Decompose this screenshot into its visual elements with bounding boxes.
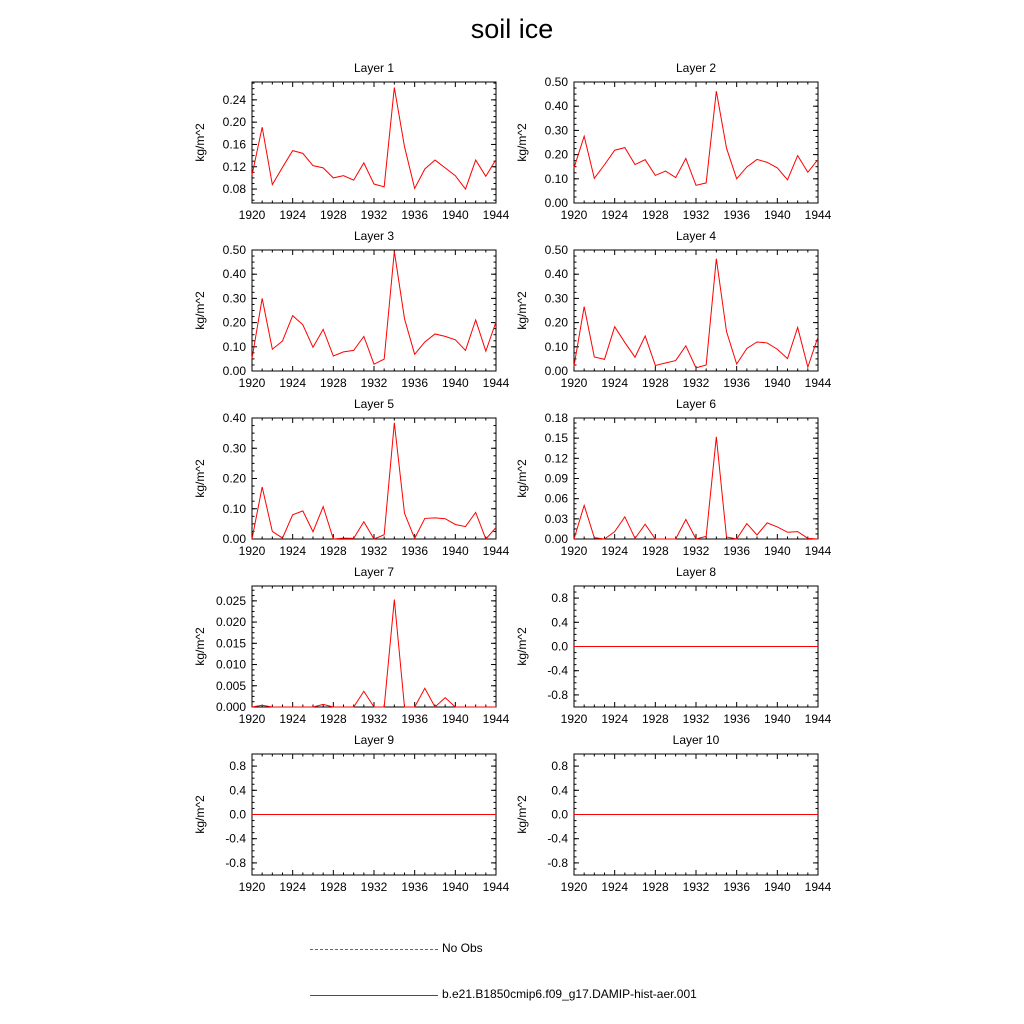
y-tick-label: 0.30 (222, 441, 246, 456)
y-tick-label: 0.4 (551, 783, 568, 798)
y-tick-label: 0.4 (551, 615, 568, 630)
x-tick-label: 1932 (682, 880, 710, 894)
x-tick-label: 1932 (360, 376, 388, 390)
legend-model (310, 986, 730, 1006)
y-tick-label: 0.005 (215, 678, 246, 693)
y-tick-label: 0.10 (544, 339, 568, 354)
y-axis-label: kg/m^2 (515, 459, 529, 498)
panel-title: Layer 3 (353, 229, 395, 243)
y-tick-label: 0.40 (544, 267, 568, 282)
x-tick-label: 1924 (279, 712, 307, 726)
series-line (252, 251, 496, 364)
series-line (574, 437, 818, 539)
x-tick-label: 1920 (238, 712, 266, 726)
panel-title: Layer 4 (675, 229, 717, 243)
panel-4 (515, 229, 832, 390)
legend-obs (310, 940, 730, 960)
x-tick-label: 1936 (401, 544, 429, 558)
x-tick-label: 1924 (279, 880, 307, 894)
x-tick-label: 1936 (401, 880, 429, 894)
y-tick-label: 0.08 (222, 182, 246, 197)
plot-frame (252, 418, 496, 539)
y-tick-label: 0.8 (229, 759, 246, 774)
y-tick-label: 0.000 (215, 700, 246, 714)
y-tick-label: 0.20 (544, 147, 568, 162)
x-tick-label: 1928 (319, 544, 347, 558)
y-tick-label: 0.12 (544, 451, 568, 466)
panel-title: Layer 1 (353, 61, 395, 75)
y-tick-label: 0.010 (215, 657, 246, 672)
y-tick-label: -0.4 (225, 831, 246, 846)
x-tick-label: 1928 (319, 712, 347, 726)
x-tick-label: 1924 (601, 880, 629, 894)
x-tick-label: 1940 (441, 376, 469, 390)
panel-title: Layer 10 (672, 733, 720, 747)
y-tick-label: 0.40 (222, 267, 246, 282)
x-tick-label: 1928 (641, 208, 669, 222)
x-tick-label: 1928 (319, 208, 347, 222)
panel-title: Layer 8 (675, 565, 717, 579)
y-tick-label: 0.0 (551, 807, 568, 822)
x-tick-label: 1940 (441, 544, 469, 558)
plot-frame (252, 250, 496, 371)
y-tick-label: 0.40 (544, 99, 568, 114)
x-tick-label: 1920 (238, 880, 266, 894)
y-tick-label: 0.0 (551, 639, 568, 654)
panel-title: Layer 7 (353, 565, 395, 579)
x-tick-label: 1932 (682, 544, 710, 558)
y-tick-label: 0.015 (215, 636, 246, 651)
x-tick-label: 1936 (401, 376, 429, 390)
x-tick-label: 1944 (804, 208, 832, 222)
panel-1 (193, 61, 510, 222)
panel-7 (193, 565, 510, 726)
x-tick-label: 1932 (360, 544, 388, 558)
y-tick-label: 0.00 (544, 364, 568, 378)
y-axis-label: kg/m^2 (193, 795, 207, 834)
y-tick-label: 0.30 (544, 291, 568, 306)
y-tick-label: 0.16 (222, 137, 246, 152)
y-tick-label: 0.0 (229, 807, 246, 822)
x-tick-label: 1940 (763, 712, 791, 726)
plot-frame (252, 586, 496, 707)
series-line (252, 423, 496, 539)
x-tick-label: 1924 (279, 376, 307, 390)
x-tick-label: 1944 (804, 376, 832, 390)
x-tick-label: 1936 (401, 712, 429, 726)
y-axis-label: kg/m^2 (193, 459, 207, 498)
x-tick-label: 1944 (482, 544, 510, 558)
y-tick-label: 0.18 (544, 411, 568, 425)
x-tick-label: 1936 (723, 376, 751, 390)
plot-frame (574, 418, 818, 539)
x-tick-label: 1932 (360, 712, 388, 726)
x-tick-label: 1940 (763, 208, 791, 222)
y-axis-label: kg/m^2 (515, 795, 529, 834)
y-tick-label: 0.20 (222, 315, 246, 330)
y-tick-label: -0.8 (547, 855, 568, 870)
x-tick-label: 1924 (601, 208, 629, 222)
panel-2 (515, 61, 832, 222)
y-tick-label: 0.20 (222, 115, 246, 130)
y-tick-label: 0.09 (544, 471, 568, 486)
x-tick-label: 1932 (682, 208, 710, 222)
x-tick-label: 1928 (641, 712, 669, 726)
x-tick-label: 1928 (641, 880, 669, 894)
x-tick-label: 1940 (763, 880, 791, 894)
y-axis-label: kg/m^2 (515, 627, 529, 666)
y-tick-label: -0.8 (547, 687, 568, 702)
y-tick-label: 0.50 (222, 243, 246, 257)
x-tick-label: 1936 (723, 208, 751, 222)
x-tick-label: 1936 (723, 544, 751, 558)
y-tick-label: 0.06 (544, 491, 568, 506)
y-axis-label: kg/m^2 (193, 291, 207, 330)
x-tick-label: 1920 (560, 544, 588, 558)
panel-3 (193, 229, 510, 390)
y-tick-label: 0.40 (222, 411, 246, 425)
x-tick-label: 1920 (238, 376, 266, 390)
y-tick-label: -0.4 (547, 831, 568, 846)
y-tick-label: 0.10 (222, 501, 246, 516)
y-tick-label: 0.30 (222, 291, 246, 306)
x-tick-label: 1944 (482, 208, 510, 222)
legend-obs-swatch (310, 949, 438, 950)
x-tick-label: 1924 (601, 712, 629, 726)
y-tick-label: 0.00 (222, 532, 246, 546)
x-tick-label: 1920 (560, 880, 588, 894)
x-tick-label: 1940 (441, 208, 469, 222)
x-tick-label: 1928 (319, 880, 347, 894)
legend-model-swatch (310, 995, 438, 996)
x-tick-label: 1932 (682, 712, 710, 726)
y-tick-label: 0.30 (544, 123, 568, 138)
x-tick-label: 1940 (441, 712, 469, 726)
x-tick-label: 1936 (723, 880, 751, 894)
panel-6 (515, 397, 832, 558)
x-tick-label: 1920 (238, 208, 266, 222)
y-tick-label: -0.8 (225, 855, 246, 870)
x-tick-label: 1932 (360, 880, 388, 894)
panel-9 (193, 733, 510, 894)
x-tick-label: 1924 (279, 208, 307, 222)
panel-5 (193, 397, 510, 558)
x-tick-label: 1932 (682, 376, 710, 390)
x-tick-label: 1944 (804, 880, 832, 894)
x-tick-label: 1944 (482, 376, 510, 390)
y-tick-label: 0.20 (544, 315, 568, 330)
x-tick-label: 1920 (238, 544, 266, 558)
y-tick-label: 0.20 (222, 471, 246, 486)
y-tick-label: 0.50 (544, 243, 568, 257)
panel-title: Layer 6 (675, 397, 717, 411)
series-line (252, 600, 496, 707)
x-tick-label: 1920 (560, 376, 588, 390)
legend-model-label: b.e21.B1850cmip6.f09_g17.DAMIP-hist-aer.001 (442, 987, 697, 1001)
y-tick-label: 0.50 (544, 75, 568, 89)
y-tick-label: 0.12 (222, 159, 246, 174)
y-tick-label: 0.03 (544, 511, 568, 526)
panel-8 (515, 565, 832, 726)
y-tick-label: 0.8 (551, 591, 568, 606)
y-tick-label: 0.020 (215, 615, 246, 630)
legend-obs-label: No Obs (442, 941, 483, 955)
y-axis-label: kg/m^2 (193, 123, 207, 162)
x-tick-label: 1944 (804, 544, 832, 558)
x-tick-label: 1920 (560, 712, 588, 726)
y-tick-label: 0.00 (544, 196, 568, 210)
y-tick-label: -0.4 (547, 663, 568, 678)
panel-title: Layer 5 (353, 397, 395, 411)
panel-title: Layer 2 (675, 61, 717, 75)
x-tick-label: 1940 (441, 880, 469, 894)
y-tick-label: 0.24 (222, 92, 246, 107)
y-tick-label: 0.00 (544, 532, 568, 546)
x-tick-label: 1928 (641, 544, 669, 558)
y-tick-label: 0.10 (222, 339, 246, 354)
panel-title: Layer 9 (353, 733, 395, 747)
y-axis-label: kg/m^2 (515, 291, 529, 330)
x-tick-label: 1928 (641, 376, 669, 390)
x-tick-label: 1944 (482, 712, 510, 726)
y-axis-label: kg/m^2 (193, 627, 207, 666)
series-line (252, 88, 496, 189)
panel-10 (515, 733, 832, 894)
x-tick-label: 1940 (763, 376, 791, 390)
x-tick-label: 1920 (560, 208, 588, 222)
y-tick-label: 0.10 (544, 171, 568, 186)
x-tick-label: 1924 (279, 544, 307, 558)
x-tick-label: 1932 (360, 208, 388, 222)
plot-frame (252, 82, 496, 203)
y-tick-label: 0.4 (229, 783, 246, 798)
x-tick-label: 1940 (763, 544, 791, 558)
x-tick-label: 1936 (401, 208, 429, 222)
x-tick-label: 1944 (804, 712, 832, 726)
y-tick-label: 0.8 (551, 759, 568, 774)
series-line (574, 91, 818, 185)
x-tick-label: 1944 (482, 880, 510, 894)
y-axis-label: kg/m^2 (515, 123, 529, 162)
y-tick-label: 0.025 (215, 593, 246, 608)
x-tick-label: 1928 (319, 376, 347, 390)
series-line (574, 259, 818, 368)
x-tick-label: 1936 (723, 712, 751, 726)
y-tick-label: 0.15 (544, 431, 568, 446)
x-tick-label: 1924 (601, 544, 629, 558)
main-title: soil ice (470, 14, 554, 44)
x-tick-label: 1924 (601, 376, 629, 390)
y-tick-label: 0.00 (222, 364, 246, 378)
